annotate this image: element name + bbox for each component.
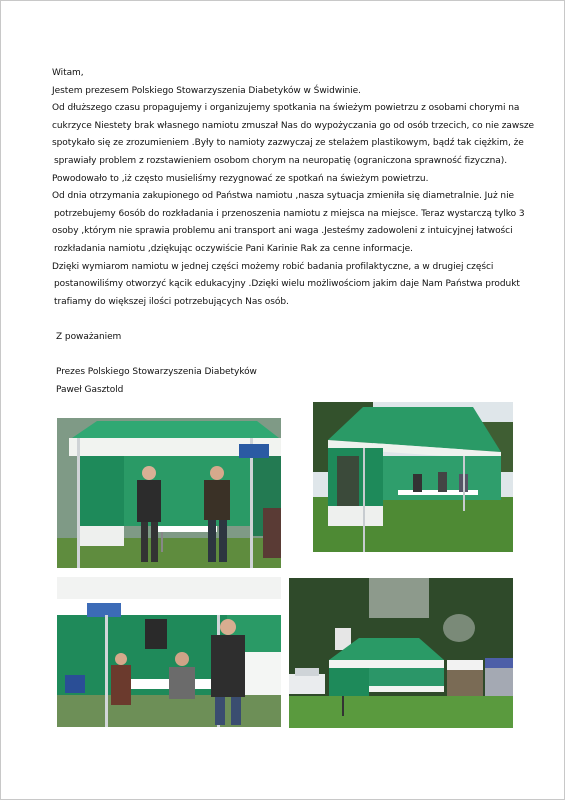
letter-body (52, 65, 534, 399)
photo-tent-forest-field (289, 578, 513, 728)
letter-line: Od dłuższego czasu propagujemy i organizujemy spotkania na świeżym powietrzu z osobami chorymi na (52, 103, 520, 114)
letter-line: Dzięki wymiarom namiotu w jednej części możemy robić badania profilaktyczne, a w drugiej części (52, 261, 494, 272)
letter-line: trafiamy do większej ilości potrzebujących Nas osób. (54, 296, 289, 307)
letter-line: osoby ,którym nie sprawia problemu ani transport ani waga .Jesteśmy zadowoleni z intuicyjnej łatwości (52, 226, 513, 237)
letter-line: Od dnia otrzymania zakupionego od Państwa namiotu ,nasza sytuacja zmieniła się diametralnie. Już nie (52, 191, 515, 202)
letter-line: cukrzyce Niestety brak własnego namiotu zmuszał Nas do wypożyczania go od osób trzecich, co nie zawsze (52, 120, 534, 131)
letter-line: potrzebujemy 6osób do rozkładania i przenoszenia namiotu z miejsca na miejsce. Teraz wystarczą tylko 3 (54, 208, 525, 219)
photo-tent-two-men (57, 418, 281, 568)
letter-line: Jestem prezesem Polskiego Stowarzyszenia Diabetyków w Świdwinie. (52, 85, 361, 96)
letter-line: rozkładania namiotu ,dziękując oczywiście Pani Karinie Rak za cenne informacje. (54, 243, 413, 254)
letter-line: postanowiliśmy otworzyć kącik edukacyjny .Dzięki wielu możliwościom jakim daje Nam Państwa produkt (54, 279, 520, 290)
letter-line: sprawiały problem z rozstawieniem osobom chorym na neuropatię (ograniczona sprawność fizyczna). (54, 155, 508, 166)
photo-tent-visitors (57, 577, 281, 727)
signature-name: Paweł Gasztold (56, 384, 124, 395)
signature-title: Prezes Polskiego Stowarzyszenia Diabetyków (56, 367, 257, 378)
photo-tent-on-grass (313, 402, 513, 552)
letter-line: spotykało się ze zrozumieniem .Były to namioty zazwyczaj ze stelażem plastikowym, bądź tak ciężkim, że (52, 138, 524, 149)
letter-line: Powodowało to ,iż często musieliśmy rezygnować ze spotkań na świeżym powietrzu. (52, 173, 429, 184)
greeting: Witam, (52, 68, 84, 78)
closing: Z poważaniem (56, 331, 122, 342)
